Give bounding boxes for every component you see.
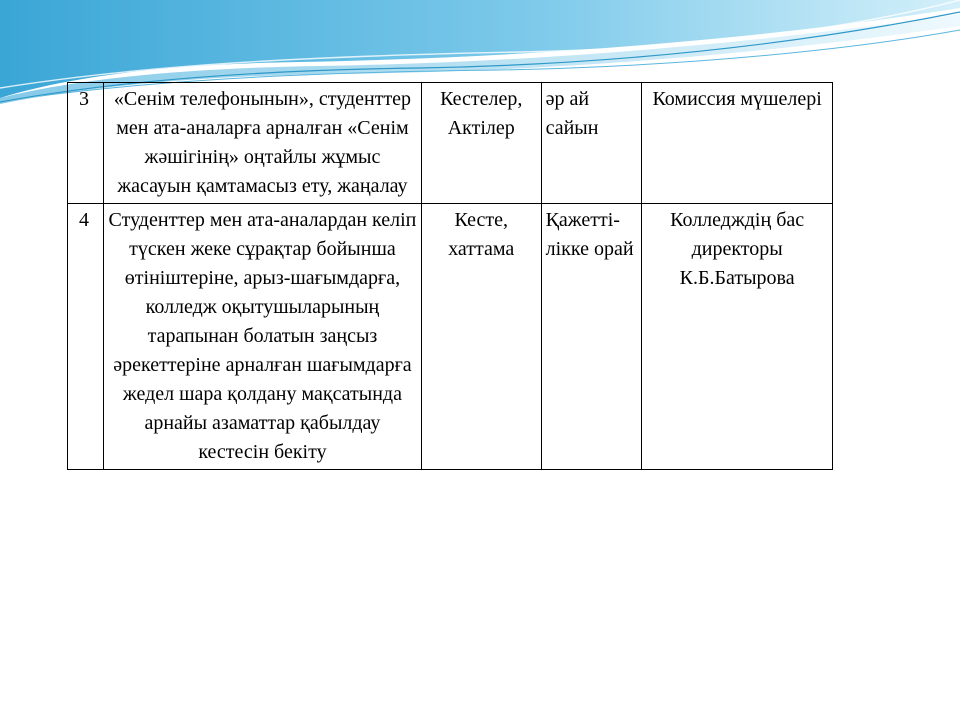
plan-table <box>67 82 833 470</box>
row-number: 4 <box>68 204 104 470</box>
row-responsible: Колледждің бас директоры К.Б.Батырова <box>642 204 833 470</box>
table-row <box>68 204 833 470</box>
row-description: Студенттер мен ата-аналардан келіп түскен жеке сұрақтар бойынша өтініштеріне, арыз-шағымдарға, колледж оқытушыларының тарапынан болатын заңсыз әрекеттеріне арналған шағымдарға жедел шара қолдану мақсатында арнайы азаматтар қабылдау кестесін бекіту <box>104 204 422 470</box>
row-term: әр ай сайын <box>541 83 642 204</box>
row-documents: Кестелер, Актілер <box>421 83 541 204</box>
table-row <box>68 83 833 204</box>
row-documents: Кесте, хаттама <box>421 204 541 470</box>
row-responsible: Комиссия мүшелері <box>642 83 833 204</box>
row-number: 3 <box>68 83 104 204</box>
row-term: Қажетті-лікке орай <box>541 204 642 470</box>
row-description: «Сенім телефонынын», студенттер мен ата-аналарға арналған «Сенім жәшігінің» оңтайлы жұмыс жасауын қамтамасыз ету, жаңалау <box>104 83 422 204</box>
